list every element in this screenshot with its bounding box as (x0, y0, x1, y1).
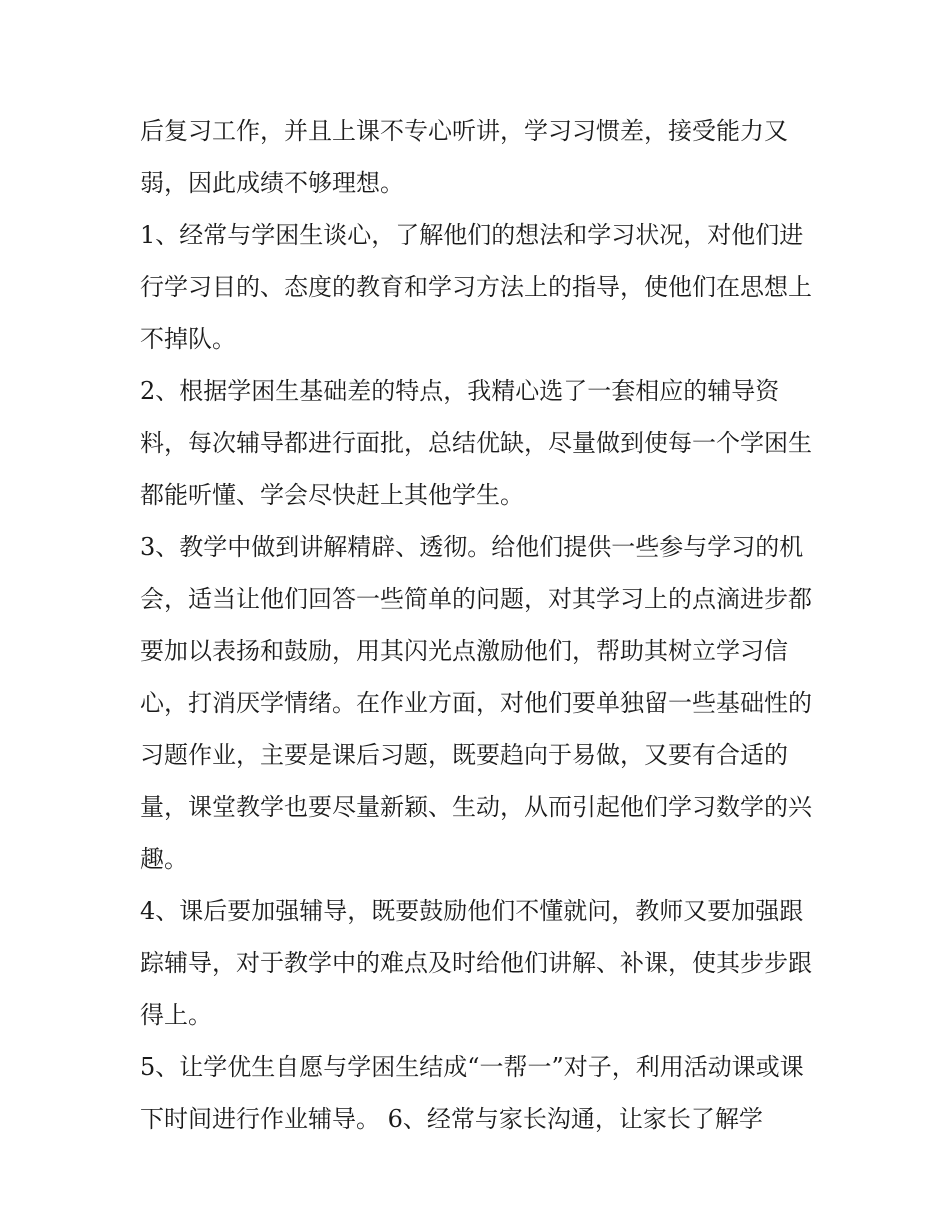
paragraph-item-3: 3、教学中做到讲解精辟、透彻。给他们提供一些参与学习的机会，适当让他们回答一些简单的问题，对其学习上的点滴进步都要加以表扬和鼓励，用其闪光点激励他们，帮助其树立学习信心，打消厌学情绪。在作业方面，对他们要单独留一些基础性的习题作业，主要是课后习题，既要趋向于易做，又要有合适的量，课堂教学也要尽量新颖、生动，从而引起他们学习数学的兴趣。 (140, 533, 812, 873)
paragraph-item-1: 1、经常与学困生谈心，了解他们的想法和学习状况，对他们进行学习目的、态度的教育和学习方法上的指导，使他们在思想上不掉队。 (140, 221, 812, 353)
paragraph-continuation: 后复习工作，并且上课不专心听讲，学习习惯差，接受能力又弱，因此成绩不够理想。 (140, 117, 788, 197)
paragraph-item-4: 4、课后要加强辅导，既要鼓励他们不懂就问，教师又要加强跟踪辅导，对于教学中的难点及时给他们讲解、补课，使其步步跟得上。 (140, 897, 812, 1029)
document-body (140, 105, 820, 1145)
paragraph-item-2: 2、根据学困生基础差的特点，我精心选了一套相应的辅导资料，每次辅导都进行面批，总结优缺，尽量做到使每一个学困生都能听懂、学会尽快赶上其他学生。 (140, 377, 812, 509)
paragraph-item-5: 5、让学优生自愿与学困生结成“一帮一”对子，利用活动课或课下时间进行作业辅导。 6、经常与家长沟通，让家长了解学 (140, 1053, 804, 1133)
